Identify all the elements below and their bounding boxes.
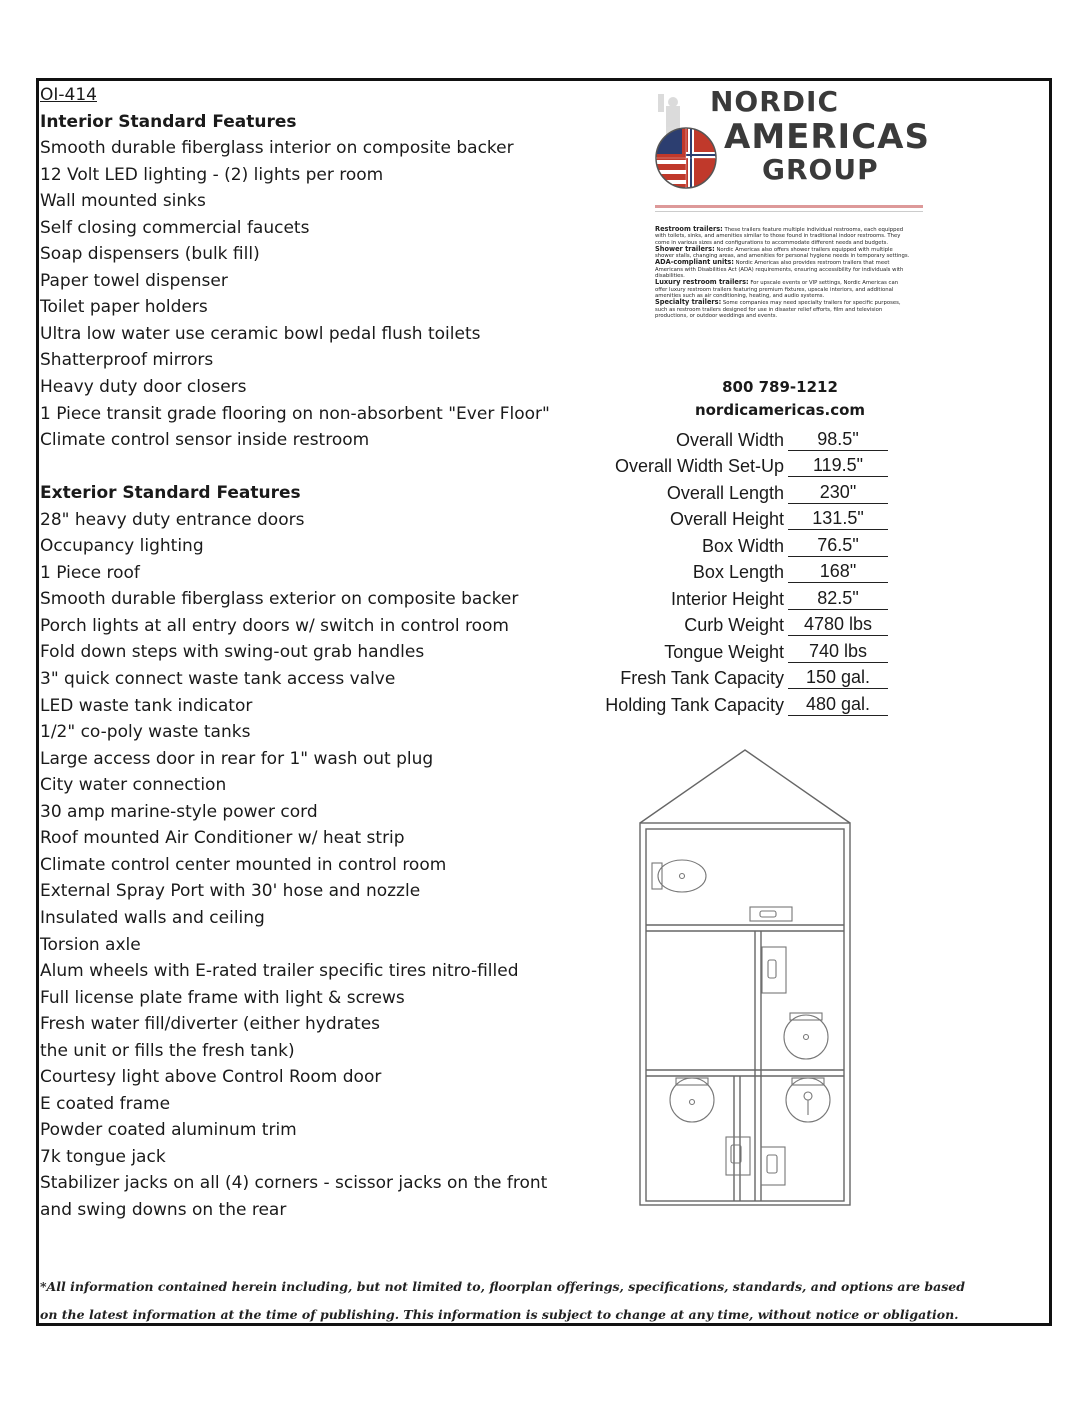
spec-value: 168" bbox=[788, 560, 888, 583]
list-item: 1/2" co-poly waste tanks bbox=[40, 722, 251, 743]
list-item: Shatterproof mirrors bbox=[40, 350, 214, 371]
logo-divider-thin bbox=[655, 211, 923, 212]
list-item: External Spray Port with 30' hose and nozzle bbox=[40, 881, 421, 902]
spec-value: 98.5" bbox=[788, 428, 888, 451]
list-item: Occupancy lighting bbox=[40, 536, 204, 557]
list-item: Heavy duty door closers bbox=[40, 377, 247, 398]
list-item: Smooth durable fiberglass exterior on composite backer bbox=[40, 589, 519, 610]
description-item: Shower trailers: Nordic Americas also offers shower trailers equipped with multiple shower stalls, changing areas, and amenities for personal hygiene needs in temporary settings. bbox=[655, 244, 910, 260]
description-item: ADA-compliant units: Nordic Americas also provides restroom trailers that meet Americans with Disabilities Act (ADA) requirements, ensuring accessibility for individuals with disabilities. bbox=[655, 258, 904, 280]
disclaimer-line-2: on the latest information at the time of publishing. This information is subject to change at any time, without notice or obligation. bbox=[40, 1307, 959, 1322]
spacer bbox=[40, 454, 600, 481]
sink-icon bbox=[750, 907, 792, 921]
spec-label: Overall Width bbox=[675, 429, 784, 450]
spec-label: Box Length bbox=[692, 562, 784, 583]
spec-label: Holding Tank Capacity bbox=[605, 695, 784, 716]
list-item: E coated frame bbox=[40, 1093, 171, 1114]
list-item: Porch lights at all entry doors w/ switch in control room bbox=[40, 615, 509, 636]
toilet-icon bbox=[786, 1078, 830, 1122]
spec-label: Tongue Weight bbox=[664, 641, 784, 662]
list-item: 12 Volt LED lighting - (2) lights per room bbox=[40, 164, 384, 185]
list-item: Stabilizer jacks on all (4) corners - scissor jacks on the front bbox=[40, 1173, 548, 1194]
spec-value: 740 lbs bbox=[788, 640, 888, 663]
trailer-inner-wall bbox=[646, 829, 844, 1201]
list-item: Paper towel dispenser bbox=[40, 270, 228, 291]
floorplan-diagram bbox=[630, 745, 860, 1210]
spec-row bbox=[590, 663, 892, 690]
spec-value: 480 gal. bbox=[788, 693, 888, 716]
sink-icon bbox=[726, 1137, 750, 1175]
list-item: Alum wheels with E-rated trailer specific tires nitro-filled bbox=[40, 961, 519, 982]
sink-icon bbox=[761, 1147, 785, 1185]
spec-label: Fresh Tank Capacity bbox=[620, 668, 784, 689]
logo-line-2: AMERICAS bbox=[724, 117, 930, 157]
spec-value: 82.5" bbox=[788, 587, 888, 610]
spec-value: 131.5" bbox=[788, 507, 888, 530]
spec-label: Overall Width Set-Up bbox=[614, 456, 784, 477]
description-item: Specialty trailers: Some companies may need specialty trailers for specific purposes, such as restroom trailers designed for use in disaster relief efforts, film and television productions, or outdoor weddings and events. bbox=[655, 298, 901, 319]
spec-row bbox=[590, 530, 892, 557]
list-item: 28" heavy duty entrance doors bbox=[40, 509, 305, 530]
logo-line-3: GROUP bbox=[762, 153, 879, 186]
list-item: Powder coated aluminum trim bbox=[40, 1120, 297, 1141]
spec-row bbox=[590, 583, 892, 610]
spec-value: 230" bbox=[788, 481, 888, 504]
list-item: Fold down steps with swing-out grab handles bbox=[40, 642, 425, 663]
list-item: the unit or fills the fresh tank) bbox=[40, 1040, 295, 1061]
list-item: 30 amp marine-style power cord bbox=[40, 801, 318, 822]
description-item: Restroom trailers: These trailers feature multiple individual restrooms, each equipped with toilets, sinks, and amenities similar to those found in traditional indoor restrooms. They come in various sizes and configurations to accommodate different needs and budgets. bbox=[655, 225, 904, 246]
features-column bbox=[40, 82, 600, 1224]
spec-row bbox=[590, 636, 892, 663]
list-item: City water connection bbox=[40, 775, 227, 796]
list-item: Torsion axle bbox=[40, 934, 141, 955]
list-item: Self closing commercial faucets bbox=[40, 217, 310, 238]
list-item: Full license plate frame with light & screws bbox=[40, 987, 405, 1008]
toilet-icon bbox=[670, 1078, 714, 1122]
list-item: Climate control center mounted in control room bbox=[40, 854, 447, 875]
spec-label: Overall Height bbox=[669, 509, 784, 530]
trailer-tongue bbox=[640, 750, 850, 823]
trailer-descriptions bbox=[655, 226, 910, 319]
list-item: Toilet paper holders bbox=[40, 297, 208, 318]
exterior-feature-list bbox=[40, 507, 600, 1224]
interior-feature-list bbox=[40, 135, 600, 454]
flag-globe-icon bbox=[656, 128, 716, 188]
spec-row bbox=[590, 504, 892, 531]
list-item: 1 Piece roof bbox=[40, 562, 140, 583]
list-item: Ultra low water use ceramic bowl pedal flush toilets bbox=[40, 323, 481, 344]
logo-divider bbox=[655, 205, 923, 208]
list-item: LED waste tank indicator bbox=[40, 695, 253, 716]
trailer-outline bbox=[640, 823, 850, 1205]
logo-line-1: NORDIC bbox=[710, 85, 840, 118]
spec-row bbox=[590, 557, 892, 584]
spec-row bbox=[590, 477, 892, 504]
list-item: Smooth durable fiberglass interior on composite backer bbox=[40, 138, 514, 159]
website-link[interactable]: nordicamericas.com bbox=[694, 401, 866, 419]
spec-value: 150 gal. bbox=[788, 666, 888, 689]
disclaimer-line-1: *All information contained herein including, but not limited to, floorplan offerings, specifications, standards, and options are based bbox=[40, 1279, 965, 1294]
exterior-heading: Exterior Standard Features bbox=[40, 483, 301, 504]
sink-icon bbox=[762, 947, 786, 993]
list-item: Insulated walls and ceiling bbox=[40, 907, 265, 928]
list-item: 3" quick connect waste tank access valve bbox=[40, 669, 396, 690]
spec-table bbox=[590, 424, 892, 716]
interior-heading: Interior Standard Features bbox=[40, 111, 297, 132]
list-item: 7k tongue jack bbox=[40, 1146, 166, 1167]
spec-label: Overall Length bbox=[666, 482, 784, 503]
spec-row bbox=[590, 610, 892, 637]
spec-row bbox=[590, 424, 892, 451]
spec-value: 4780 lbs bbox=[788, 613, 888, 636]
spec-row bbox=[590, 689, 892, 716]
document-id: OI-414 bbox=[40, 85, 97, 105]
spec-label: Interior Height bbox=[670, 588, 784, 609]
list-item: Large access door in rear for 1" wash out plug bbox=[40, 748, 434, 769]
disclaimer bbox=[40, 1275, 1040, 1331]
spec-value: 119.5" bbox=[788, 454, 888, 477]
toilet-icon bbox=[652, 860, 706, 892]
list-item: Climate control sensor inside restroom bbox=[40, 430, 370, 451]
list-item: Wall mounted sinks bbox=[40, 191, 206, 212]
list-item: Courtesy light above Control Room door bbox=[40, 1067, 382, 1088]
list-item: and swing downs on the rear bbox=[40, 1199, 287, 1220]
list-item: Roof mounted Air Conditioner w/ heat strip bbox=[40, 828, 405, 849]
toilet-icon bbox=[784, 1013, 828, 1059]
spec-row bbox=[590, 451, 892, 478]
list-item: Fresh water fill/diverter (either hydrates bbox=[40, 1014, 381, 1035]
spec-label: Box Width bbox=[701, 535, 784, 556]
spec-value: 76.5" bbox=[788, 534, 888, 557]
phone-number: 800 789-1212 bbox=[722, 378, 838, 396]
spec-label: Curb Weight bbox=[684, 615, 784, 636]
description-item: Luxury restroom trailers: For upscale events or VIP settings, Nordic Americas can offer luxury restroom trailers featuring premium fixtures, upscale interiors, and additional amenities such as air conditioning, heating, and audio systems. bbox=[655, 278, 899, 299]
list-item: 1 Piece transit grade flooring on non-absorbent "Ever Floor" bbox=[40, 403, 550, 424]
list-item: Soap dispensers (bulk fill) bbox=[40, 244, 260, 265]
